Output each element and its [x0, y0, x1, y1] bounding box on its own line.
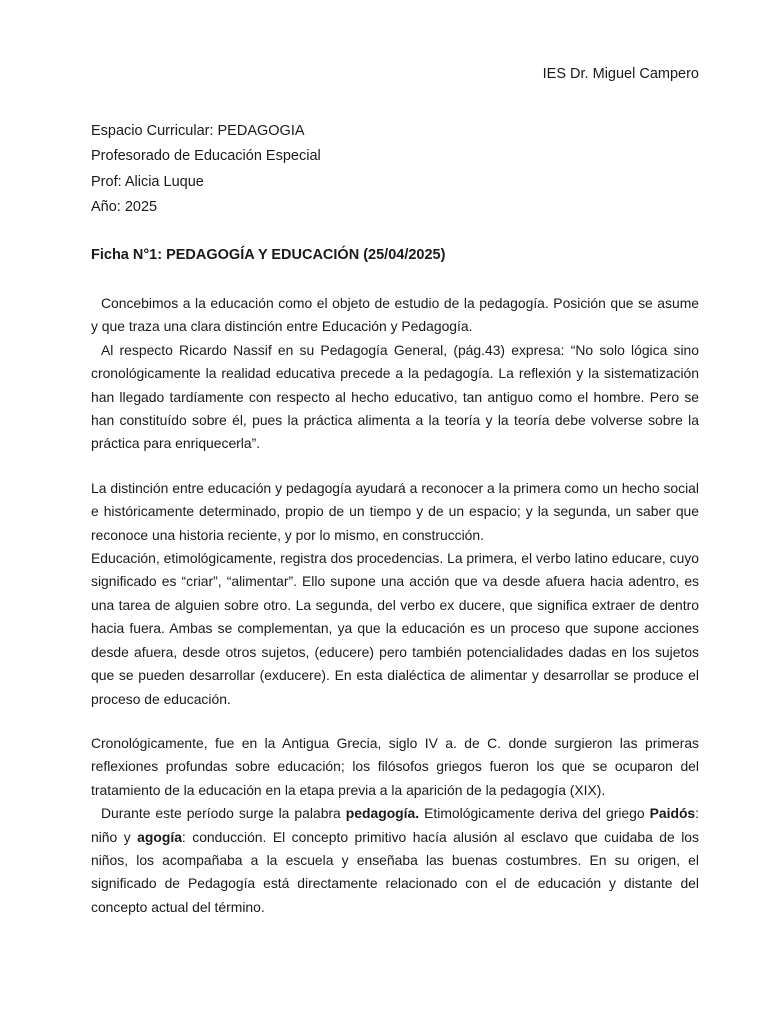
- paragraph-6-text-3: : niño y: [91, 805, 700, 845]
- institution-name: IES Dr. Miguel Campero: [542, 66, 699, 82]
- curricular-space: Espacio Curricular: PEDAGOGIA: [91, 123, 305, 139]
- term-pedagogia: pedagogía.: [345, 805, 420, 822]
- paragraph-4: Educación, etimológicamente, registra dos procedencias. La primera, el verbo latino educare, cuyo significado es “criar”, “alimentar”. Ello supone una acción que va desde afuera hacia adentro, es una tarea de alguien sobre otro. La segunda, del verbo ex ducere, que significa extraer de dentro hacia fuera. Ambas se complementan, ya que la educación es un proceso que supone acciones desde afuera, desde otros sujetos, (educere) pero también potencialidades dadas en los sujetos que se pueden desarrollar (exducere). En esta dialéctica de alimentar y desarrollar se produce el proceso de educación.: [91, 550, 699, 707]
- paragraph-5: Cronológicamente, fue en la Antigua Grecia, siglo IV a. de C. donde surgieron las primeras reflexiones profundas sobre educación; los filósofos griegos fueron los que se ocuparon del tratamiento de la educación en la etapa previa a la aparición de la pedagogía (XIX).: [91, 734, 699, 798]
- paragraph-6-text-4: : conducción. El concepto primitivo hacía alusión al esclavo que cuidaba de los niños, los acompañaba a la escuela y enseñaba las buenas costumbres. En su origen, el significado de Pedagogía está directamente relacionado con el de educación y distante del concepto actual del término.: [91, 828, 699, 915]
- document-body: [91, 292, 699, 919]
- paragraph-2: Al respecto Ricardo Nassif en su Pedagogía General, (pág.43) expresa: “No solo lógica sino cronológicamente la realidad educativa precede a la pedagogía. La reflexión y la sistematización han llegado tardíamente con respecto al hecho educativo, tan antiguo como el hombre. Pero se han constituído sobre él, pues la práctica alimenta a la teoría y la teoría debe volverse sobre la práctica para enriquecerla”.: [91, 341, 699, 452]
- term-paidos: Paidós: [649, 805, 696, 822]
- program-name: Profesorado de Educación Especial: [91, 148, 321, 165]
- document-title: Ficha N°1: PEDAGOGÍA Y EDUCACIÓN (25/04/2025): [91, 247, 446, 263]
- course-year: Año: 2025: [91, 198, 158, 215]
- course-header: [91, 119, 321, 220]
- term-agogia: agogía: [137, 828, 182, 845]
- paragraph-6-text-2: Etimológicamente deriva del griego: [419, 805, 650, 822]
- paragraph-6-text-1: Durante este período surge la palabra: [101, 805, 346, 822]
- paragraph-3: La distinción entre educación y pedagogía ayudará a reconocer a la primera como un hecho social e históricamente determinado, propio de un tiempo y de un espacio; y la segunda, un saber que reconoce una historia reciente, y por lo mismo, en construcción.: [91, 479, 699, 543]
- professor-name: Prof: Alicia Luque: [91, 173, 204, 190]
- paragraph-1: Concebimos a la educación como el objeto de estudio de la pedagogía. Posición que se asume y que traza una clara distinción entre Educación y Pedagogía.: [91, 295, 699, 335]
- paragraph-6: [91, 802, 699, 919]
- document-page: [91, 0, 699, 1024]
